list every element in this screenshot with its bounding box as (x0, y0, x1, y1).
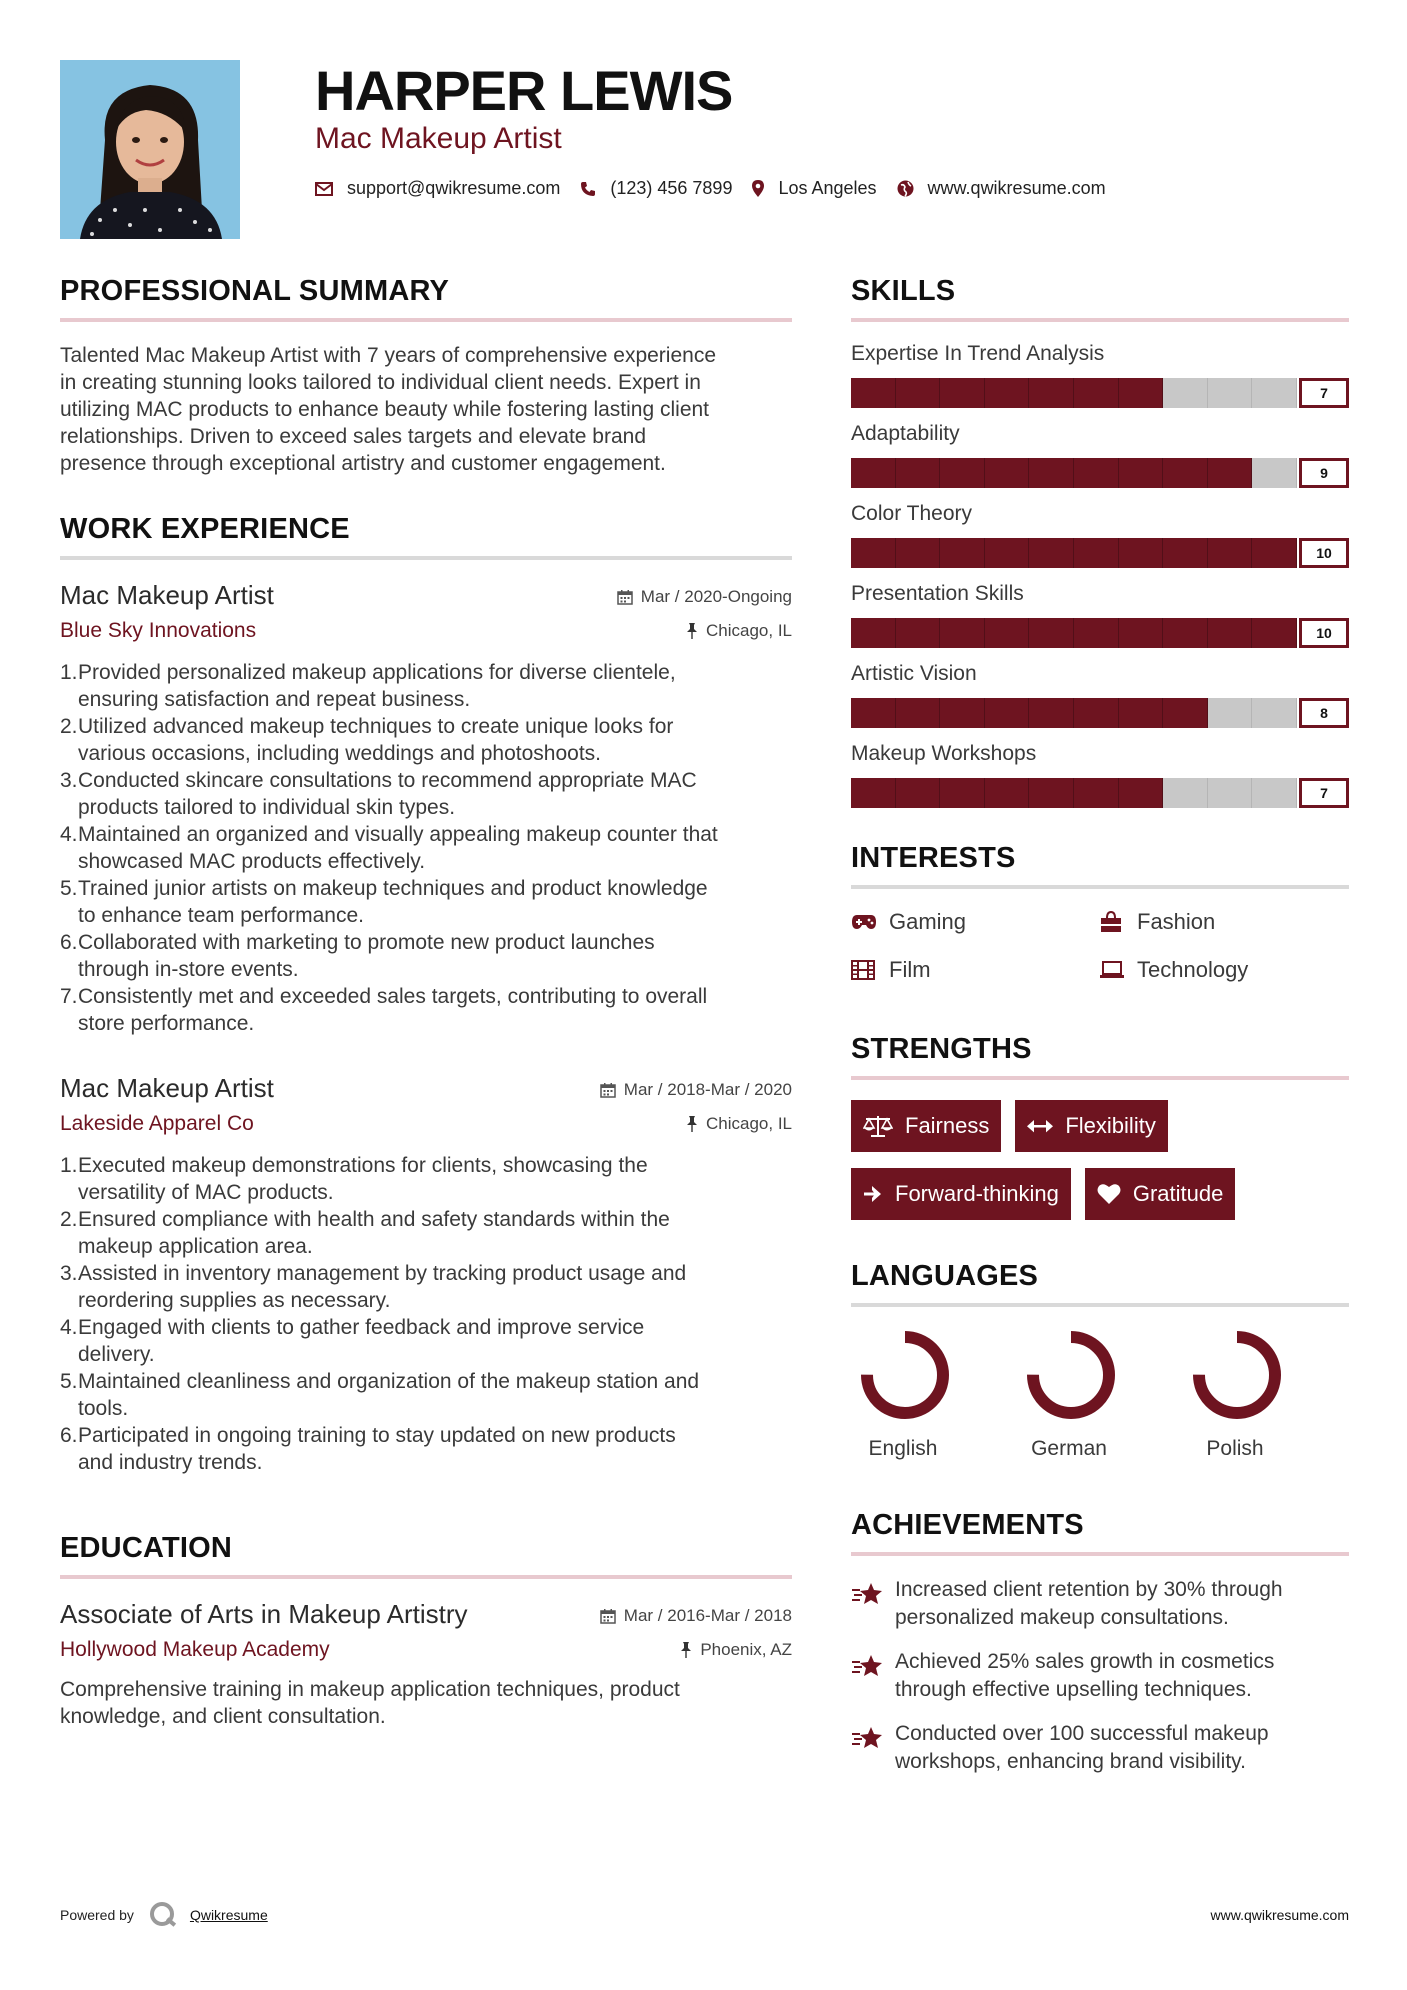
qwikresume-logo-icon (148, 1900, 178, 1930)
skill-segment-filled (940, 698, 985, 728)
strength-label: Gratitude (1132, 1181, 1224, 1206)
skill-segment-empty (1163, 378, 1208, 408)
achievement-item (851, 1648, 1349, 1704)
achievements-list (851, 1576, 1349, 1776)
arrows-horizontal-icon (1027, 1119, 1053, 1133)
skills-list (851, 342, 1349, 808)
job-entry (60, 1073, 792, 1476)
skill-segment-filled (1074, 618, 1119, 648)
bullet-line: 4. Engaged with clients to gather feedback and improve service (60, 1316, 645, 1339)
experience-section (60, 513, 792, 1476)
skill-track (851, 698, 1297, 728)
skill-segment-filled (851, 378, 896, 408)
skill-level-value: 9 (1299, 458, 1349, 488)
strengths-list (851, 1100, 1291, 1220)
education-heading: EDUCATION (60, 1532, 792, 1579)
bullet-line: 7. Consistently met and exceeded sales targets, contributing to overall (60, 985, 708, 1008)
shooting-star-icon (851, 1724, 885, 1752)
skill-segment-filled (1208, 618, 1253, 648)
footer-powered-by (60, 1900, 268, 1930)
laptop-icon (1099, 961, 1137, 979)
job-bullets (60, 1152, 792, 1476)
skill-segment-filled (985, 698, 1030, 728)
summary-line: Talented Mac Makeup Artist with 7 years of comprehensive experience (60, 344, 716, 367)
skill-segment-filled (896, 778, 941, 808)
bullet-line: showcased MAC products effectively. (78, 850, 426, 873)
education-line: Comprehensive training in makeup application techniques, product (60, 1678, 680, 1701)
language-label: German (1031, 1437, 1107, 1460)
skill-segment-filled (985, 538, 1030, 568)
shooting-star-icon (851, 1580, 885, 1608)
bullet-line: versatility of MAC products. (78, 1181, 334, 1204)
skill-segment-empty (1252, 378, 1297, 408)
summary-line: utilizing MAC products to enhance beauty while fostering lasting client (60, 398, 710, 421)
contact-email[interactable] (315, 178, 560, 199)
education-location (600, 1640, 792, 1660)
job-date (617, 587, 792, 607)
achievement-line: Increased client retention by 30% through (895, 1578, 1283, 1601)
skill-name: Expertise In Trend Analysis (851, 342, 1105, 365)
skill-level-bar (851, 538, 1349, 568)
skill-segment-filled (1252, 618, 1297, 648)
skill-name: Artistic Vision (851, 662, 977, 685)
phone-icon (580, 181, 596, 197)
skill-name: Adaptability (851, 422, 960, 445)
bullet-line: reordering supplies as necessary. (78, 1289, 391, 1312)
gamepad-icon (851, 914, 889, 930)
interest-technology (1099, 957, 1347, 983)
balance-scale-icon (863, 1114, 893, 1138)
skill-segment-filled (1029, 698, 1074, 728)
pushpin-icon (686, 1116, 698, 1132)
skill-segment-filled (1074, 698, 1119, 728)
language-label: Polish (1206, 1437, 1264, 1460)
contact-location-text: Los Angeles (778, 178, 877, 198)
calendar-icon (600, 1608, 616, 1624)
experience-heading: WORK EXPERIENCE (60, 513, 792, 560)
bullet-line: 3. Assisted in inventory management by tracking product usage and (60, 1262, 687, 1285)
contact-location (752, 178, 876, 199)
skill-segment-filled (851, 458, 896, 488)
skill-segment-filled (940, 378, 985, 408)
bullet-line: ensuring satisfaction and repeat business. (78, 688, 471, 711)
candidate-name: HARPER LEWIS (315, 59, 733, 122)
strength-label: Flexibility (1065, 1113, 1156, 1138)
language-item (1017, 1327, 1183, 1461)
skill-segment-empty (1163, 778, 1208, 808)
language-proficiency-ring (1023, 1327, 1119, 1423)
bullet-line: 1. Provided personalized makeup applications for diverse clientele, (60, 661, 676, 684)
bullet-line: makeup application area. (78, 1235, 313, 1258)
skill-segment-filled (940, 538, 985, 568)
skill-segment-filled (1252, 538, 1297, 568)
skill-level-value: 7 (1299, 778, 1349, 808)
bullet-line: 4. Maintained an organized and visually appealing makeup counter that (60, 823, 718, 846)
skill-segment-filled (1029, 378, 1074, 408)
skill-segment-filled (1029, 618, 1074, 648)
summary-heading: PROFESSIONAL SUMMARY (60, 275, 792, 322)
skill-segment-filled (985, 378, 1030, 408)
skill-segment-empty (1208, 698, 1253, 728)
skill-segment-filled (1119, 618, 1164, 648)
achievements-section (851, 1509, 1349, 1776)
language-proficiency-arc (867, 1337, 943, 1413)
skill-track (851, 378, 1297, 408)
skill-item (851, 422, 1349, 488)
language-item (1183, 1327, 1349, 1461)
strength-label: Forward-thinking (895, 1181, 1059, 1206)
skill-level-value: 10 (1299, 538, 1349, 568)
skill-name: Makeup Workshops (851, 742, 1037, 765)
profile-photo-illustration (60, 60, 240, 239)
education-school: Hollywood Makeup Academy (60, 1638, 330, 1661)
skill-segment-filled (1074, 378, 1119, 408)
bullet-line: 2. Utilized advanced makeup techniques to create unique looks for (60, 715, 674, 738)
languages-heading: LANGUAGES (851, 1260, 1349, 1307)
skill-segment-filled (1029, 538, 1074, 568)
education-degree: Associate of Arts in Makeup Artistry (60, 1599, 468, 1629)
bullet-line: 5. Trained junior artists on makeup techniques and product knowledge (60, 877, 708, 900)
skill-segment-empty (1252, 458, 1297, 488)
strengths-section (851, 1033, 1349, 1220)
skill-level-bar (851, 378, 1349, 408)
skill-segment-filled (896, 458, 941, 488)
skill-item (851, 582, 1349, 648)
skill-level-value: 8 (1299, 698, 1349, 728)
skill-segment-filled (1208, 538, 1253, 568)
contact-email-text: support@qwikresume.com (347, 178, 561, 198)
skill-segment-filled (1119, 698, 1164, 728)
skill-segment-filled (1208, 458, 1253, 488)
interest-label: Gaming (889, 909, 967, 934)
skill-track (851, 778, 1297, 808)
strength-label: Fairness (905, 1113, 990, 1138)
skill-segment-filled (1119, 378, 1164, 408)
languages-list (851, 1327, 1349, 1461)
interest-label: Technology (1137, 957, 1249, 982)
languages-section (851, 1260, 1349, 1461)
skill-segment-filled (851, 698, 896, 728)
powered-by-text: Powered by (60, 1907, 134, 1923)
skill-segment-filled (1119, 458, 1164, 488)
interests-heading: INTERESTS (851, 842, 1349, 889)
interest-gaming (851, 909, 1099, 935)
skill-segment-filled (1074, 778, 1119, 808)
bullet-line: 5. Maintained cleanliness and organization of the makeup station and (60, 1370, 700, 1393)
achievement-line: Achieved 25% sales growth in cosmetics (895, 1650, 1275, 1673)
skill-segment-filled (1029, 458, 1074, 488)
skill-segment-filled (851, 778, 896, 808)
job-bullets (60, 659, 792, 1037)
skill-segment-filled (985, 778, 1030, 808)
achievement-line: through effective upselling techniques. (895, 1678, 1252, 1701)
skill-segment-filled (940, 778, 985, 808)
bullet-line: to enhance team performance. (78, 904, 365, 927)
skill-segment-empty (1208, 378, 1253, 408)
education-description (60, 1676, 792, 1730)
skill-segment-empty (1208, 778, 1253, 808)
heart-icon (1097, 1183, 1121, 1205)
left-column (60, 275, 792, 1730)
achievements-heading: ACHIEVEMENTS (851, 1509, 1349, 1556)
skill-segment-filled (1074, 458, 1119, 488)
achievement-item (851, 1720, 1349, 1776)
job-date (600, 1080, 792, 1100)
bullet-line: 1. Executed makeup demonstrations for clients, showcasing the (60, 1154, 648, 1177)
job-role: Mac Makeup Artist (60, 1073, 274, 1103)
bullet-line: and industry trends. (78, 1451, 263, 1474)
skill-segment-filled (1163, 698, 1208, 728)
achievement-item (851, 1576, 1349, 1632)
language-proficiency-ring (857, 1327, 953, 1423)
strength-chip (1015, 1100, 1167, 1152)
bullet-line: delivery. (78, 1343, 155, 1366)
calendar-icon (617, 589, 633, 605)
skill-level-bar (851, 618, 1349, 648)
contact-phone-text: (123) 456 7899 (610, 178, 733, 198)
skill-segment-empty (1252, 698, 1297, 728)
bullet-line: tools. (78, 1397, 129, 1420)
footer-website[interactable]: www.qwikresume.com (1210, 1907, 1349, 1923)
skills-heading: SKILLS (851, 275, 1349, 322)
education-line: knowledge, and client consultation. (60, 1705, 386, 1728)
strength-chip (851, 1100, 1001, 1152)
interest-fashion (1099, 909, 1347, 935)
interest-label: Film (889, 957, 931, 982)
skill-level-bar (851, 778, 1349, 808)
job-company: Blue Sky Innovations (60, 619, 257, 642)
skill-segment-filled (1163, 618, 1208, 648)
achievement-line: Conducted over 100 successful makeup (895, 1722, 1269, 1745)
skill-level-value: 7 (1299, 378, 1349, 408)
strength-chip (1085, 1168, 1236, 1220)
summary-line: relationships. Driven to exceed sales targets and elevate brand (60, 425, 647, 448)
calendar-icon (600, 1082, 616, 1098)
skill-name: Color Theory (851, 502, 972, 525)
skill-level-bar (851, 458, 1349, 488)
education-date-text: Mar / 2016-Mar / 2018 (623, 1606, 792, 1625)
candidate-title: Mac Makeup Artist (315, 122, 562, 155)
skill-item (851, 502, 1349, 568)
skill-item (851, 342, 1349, 408)
strength-chip (851, 1168, 1071, 1220)
bullet-line: store performance. (78, 1012, 255, 1035)
job-entry (60, 580, 792, 1037)
job-date-text: Mar / 2018-Mar / 2020 (623, 1080, 792, 1099)
education-section (60, 1532, 792, 1730)
education-date (600, 1606, 792, 1626)
interests-grid (851, 909, 1349, 983)
contact-phone[interactable] (580, 178, 732, 199)
skill-segment-filled (1119, 538, 1164, 568)
summary-text (60, 342, 792, 477)
envelope-icon (315, 182, 333, 196)
bullet-line: 2. Ensured compliance with health and safety standards within the (60, 1208, 670, 1231)
skill-segment-filled (896, 698, 941, 728)
skill-segment-empty (1252, 778, 1297, 808)
summary-section (60, 275, 792, 477)
job-company: Lakeside Apparel Co (60, 1112, 254, 1135)
shopping-bag-icon (1099, 911, 1137, 933)
job-role: Mac Makeup Artist (60, 580, 274, 610)
bullet-line: products tailored to individual skin types. (78, 796, 456, 819)
language-proficiency-arc (1033, 1337, 1109, 1413)
skill-segment-filled (851, 618, 896, 648)
qwikresume-link[interactable]: Qwikresume (189, 1907, 268, 1923)
language-label: English (868, 1437, 938, 1460)
achievement-line: workshops, enhancing brand visibility. (895, 1750, 1246, 1773)
skill-segment-filled (985, 618, 1030, 648)
skill-level-value: 10 (1299, 618, 1349, 648)
interest-film (851, 957, 1099, 983)
bullet-line: various occasions, including weddings and photoshoots. (78, 742, 602, 765)
contact-website-text: www.qwikresume.com (927, 178, 1106, 198)
skill-item (851, 662, 1349, 728)
job-location (600, 1114, 792, 1134)
bullet-line: 3. Conducted skincare consultations to recommend appropriate MAC (60, 769, 697, 792)
job-location-text: Chicago, IL (706, 621, 792, 640)
shooting-star-icon (851, 1652, 885, 1680)
skill-segment-filled (940, 458, 985, 488)
skill-track (851, 618, 1297, 648)
skill-segment-filled (851, 538, 896, 568)
skill-item (851, 742, 1349, 808)
language-proficiency-arc (1199, 1337, 1275, 1413)
strengths-heading: STRENGTHS (851, 1033, 1349, 1080)
profile-photo (60, 60, 240, 239)
skill-segment-filled (940, 618, 985, 648)
job-date-text: Mar / 2020-Ongoing (640, 587, 792, 606)
skill-track (851, 538, 1297, 568)
pushpin-icon (680, 1642, 692, 1658)
education-location-text: Phoenix, AZ (700, 1640, 792, 1659)
film-icon (851, 960, 889, 980)
job-location (617, 621, 792, 641)
contact-website[interactable] (897, 178, 1106, 199)
interest-label: Fashion (1137, 909, 1216, 934)
skill-segment-filled (1163, 458, 1208, 488)
pushpin-icon (686, 623, 698, 639)
skill-segment-filled (1029, 778, 1074, 808)
bullet-line: through in-store events. (78, 958, 299, 981)
skill-track (851, 458, 1297, 488)
achievement-line: personalized makeup consultations. (895, 1606, 1229, 1629)
skills-section (851, 275, 1349, 808)
job-location-text: Chicago, IL (706, 1114, 792, 1133)
skill-segment-filled (1074, 538, 1119, 568)
skill-segment-filled (985, 458, 1030, 488)
map-marker-icon (752, 180, 764, 197)
interests-section (851, 842, 1349, 983)
skill-segment-filled (896, 538, 941, 568)
skill-segment-filled (1163, 538, 1208, 568)
language-proficiency-ring (1189, 1327, 1285, 1423)
bullet-line: 6. Collaborated with marketing to promote new product launches (60, 931, 655, 954)
skill-level-bar (851, 698, 1349, 728)
skill-segment-filled (896, 378, 941, 408)
globe-icon (897, 180, 914, 197)
skill-segment-filled (1119, 778, 1164, 808)
right-column (851, 275, 1349, 1792)
arrow-right-icon (863, 1184, 883, 1204)
summary-line: presence through exceptional artistry and customer engagement. (60, 452, 666, 475)
contact-bar (315, 178, 1126, 199)
summary-line: in creating stunning looks tailored to individual client needs. Expert in (60, 371, 701, 394)
skill-segment-filled (896, 618, 941, 648)
bullet-line: 6. Participated in ongoing training to stay updated on new products (60, 1424, 676, 1447)
language-item (851, 1327, 1017, 1461)
skill-name: Presentation Skills (851, 582, 1024, 605)
